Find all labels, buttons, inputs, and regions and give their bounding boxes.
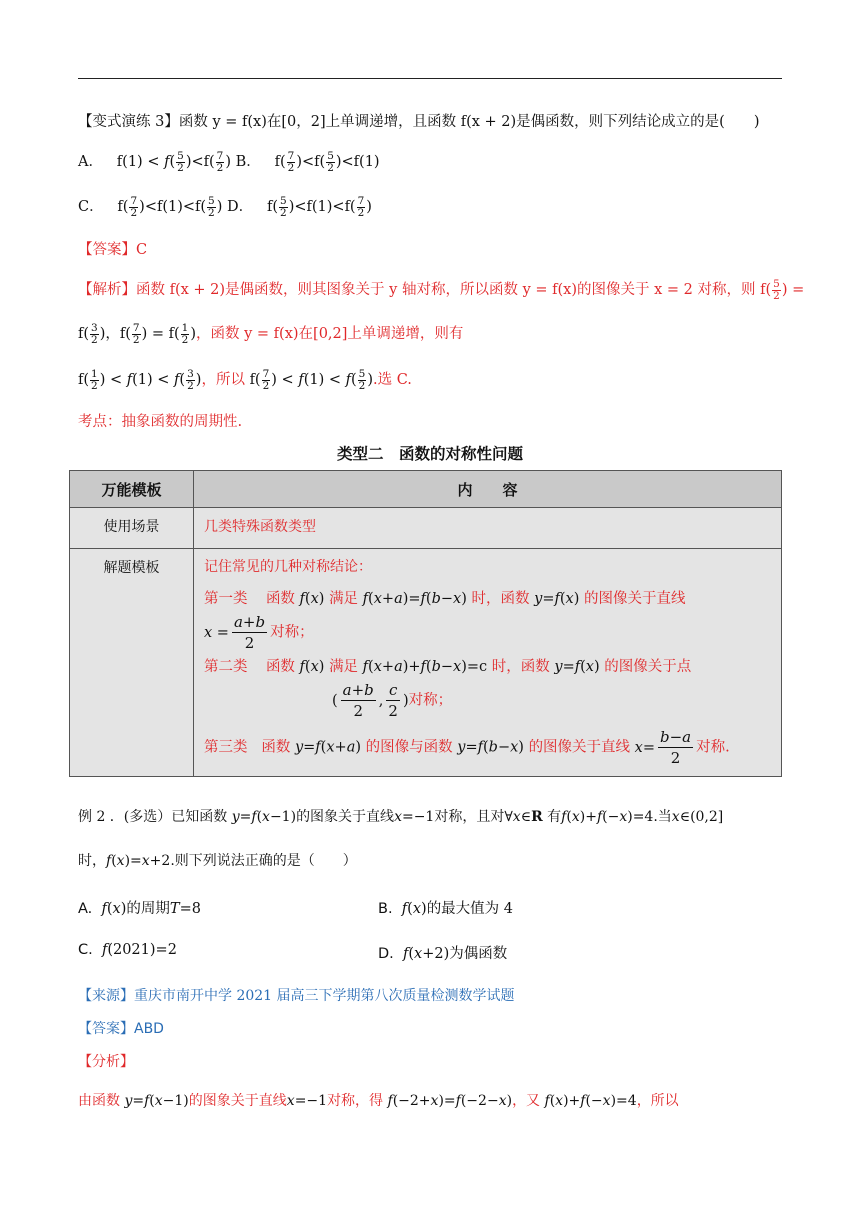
exercise3-analysis-line3: f( $\frac{1}{2}$ ) < f(1) < f( $\frac{3}{2}$ )，所以 f( $\frac{7}{2}$ ) < f(1) < f( $\frac{5}{2}$ ).选 C. xyxy=(78,367,412,392)
header-rule xyxy=(78,78,782,79)
template-class2: 第二类 函数 f(x) 满足 f(x+a)+f(b−x)=c 时，函数 y=f(x) 的图像关于点 xyxy=(204,659,692,675)
table-row1-content: 几类特殊函数类型 xyxy=(194,508,782,549)
table-header-col2: 内 容 xyxy=(194,471,782,508)
exercise3-options-cd: C． f( $\frac{7}{2}$ )<f(1)<f( $\frac{5}{2}$ ) D． f( $\frac{5}{2}$ )<f(1)<f( $\frac{7}{2}$ ) xyxy=(78,194,372,219)
example2-answer: 【答案】ABD xyxy=(78,1021,164,1037)
example2-analysis-line: 由函数 y=f(x−1)的图象关于直线x=−1对称，得 f(−2+x)=f(−2−x)，又 f(x)+f(−x)=4，所以 xyxy=(78,1093,679,1109)
section-title: 类型二 函数的对称性问题 xyxy=(336,445,523,463)
example2-option-b: B. f(x)的最大值为 4 xyxy=(378,901,514,917)
table-header-col1: 万能模板 xyxy=(70,471,194,508)
template-table xyxy=(69,470,782,777)
table-row2-label: 解题模板 xyxy=(70,549,194,777)
exercise3-kaodian: 考点：抽象函数的周期性. xyxy=(78,414,243,430)
table-row1-label: 使用场景 xyxy=(70,508,194,549)
exercise3-answer: 【答案】C xyxy=(78,242,148,258)
template-class1: 第一类 函数 f(x) 满足 f(x+a)=f(b−x) 时，函数 y=f(x) 的图像关于直线 xyxy=(204,591,686,607)
example2-option-d: D. f(x+2)为偶函数 xyxy=(378,946,508,962)
example2-source: 【来源】重庆市南开中学 2021 届高三下学期第八次质量检测数学试题 xyxy=(78,988,515,1004)
example2-option-a: A. f(x)的周期T=8 xyxy=(78,901,201,917)
exercise3-stem: 【变式演练 3】函数 y = f(x)在[0，2]上单调递增，且函数 f(x + 2)是偶函数，则下列结论成立的是( ) xyxy=(78,114,760,130)
exercise3-analysis-line1: 【解析】函数 f(x + 2)是偶函数，则其图象关于 y 轴对称，所以函数 y = f(x)的图像关于 x = 2 对称，则 f( $\frac{5}{2}$ ) = xyxy=(78,277,805,302)
template-intro: 记住常见的几种对称结论： xyxy=(204,559,372,575)
template-class2-line2: ( $\frac{a+b}{2}$ , $\frac{c}{2}$ )对称； xyxy=(332,681,453,720)
template-class3: 第三类 函数 y=f(x+a) 的图像与函数 y=f(b−x) 的图像关于直线 x= $\frac{b-a}{2}$ 对称. xyxy=(204,728,730,767)
example2-line2: 时，f(x)=x+2.则下列说法正确的是（ ） xyxy=(78,853,357,869)
example2-option-c: C. f(2021)=2 xyxy=(78,942,177,958)
exercise3-analysis-line2: f( $\frac{3}{2}$ )，f( $\frac{7}{2}$ ) = f( $\frac{1}{2}$ )，函数 y = f(x)在[0,2]上单调递增，则有 xyxy=(78,321,464,346)
example2-stem: 例 2 ．(多选）已知函数 y=f(x−1)的图象关于直线x=−1对称，且对∀x∈R 有f(x)+f(−x)=4.当x∈(0,2] xyxy=(78,809,724,825)
exercise3-options-ab: A． f(1) < f( $\frac{5}{2}$ )<f( $\frac{7}{2}$ ) B． f( $\frac{7}{2}$ )<f( $\frac{5}{2}$ )<f(1) xyxy=(78,149,380,174)
template-class1-line2: x = $\frac{a+b}{2}$ 对称； xyxy=(204,613,314,652)
table-row2-content xyxy=(194,549,782,777)
example2-analysis-label: 【分析】 xyxy=(78,1054,134,1070)
